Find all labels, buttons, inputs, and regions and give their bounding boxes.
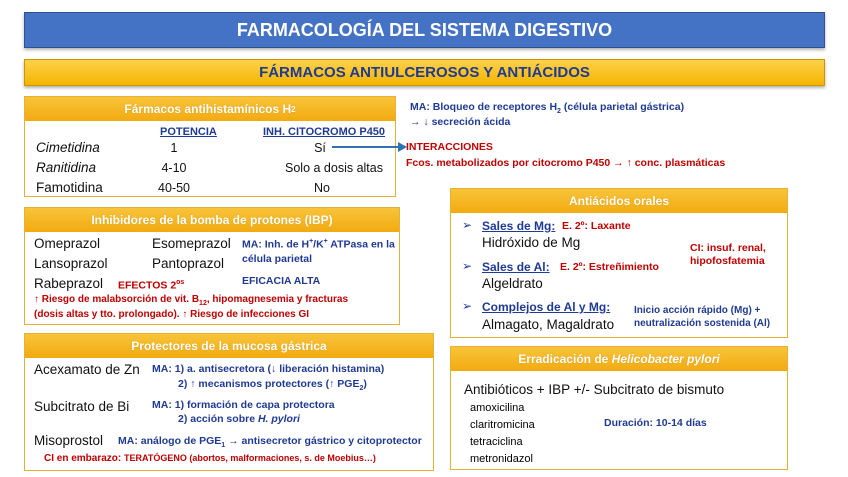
h2-header: Fármacos antihistamínicos H 2 (25, 97, 395, 121)
potencia-famotidina: 40-50 (158, 181, 190, 195)
page-title: FARMACOLOGÍA DEL SISTEMA DIGESTIVO (24, 12, 825, 48)
drug-claritromicina: claritromicina (470, 419, 535, 431)
h2-mechanism: MA: Bloqueo de receptores $H_2$ (célula parietal gástrica) (410, 101, 685, 116)
inh-famotidina: No (314, 181, 330, 195)
drug-rabeprazol: Rabeprazol (34, 276, 104, 291)
drug-almagato-magaldrato: Almagato, Magaldrato (482, 317, 615, 332)
interacciones-text: Fcos. metabolizados por citocromo P450 → ↑ conc. plasmáticas (406, 157, 726, 169)
erradicacion-header: Erradicación de Helicobacter pylori (451, 347, 787, 371)
drug-pantoprazol: Pantoprazol (152, 256, 225, 271)
subcitrato-ma-2: 2) acción sobre H. pylori (178, 413, 300, 425)
inh-cimetidina: Sí (314, 141, 326, 155)
sales-mg-effect: E. 2º: Laxante (562, 220, 631, 232)
drug-lansoprazol: Lansoprazol (34, 256, 108, 271)
bullet-arrow-icon: ➢ (462, 299, 473, 313)
subcitrato-ma-1: MA: 1) formación de capa protectora (152, 399, 335, 411)
bullet-arrow-icon: ➢ (462, 218, 473, 232)
ibp-mechanism: MA: Inh. de H+/K+ ATPasa en la (242, 238, 395, 251)
ibp-efficacy: EFICACIA ALTA (242, 275, 321, 287)
drug-famotidina: Famotidina (36, 180, 103, 195)
misoprostol-ci: CI en embarazo: TERATÓGENO (abortos, malformaciones, s. de Moebius…) (44, 453, 376, 464)
drug-algeldrato: Algeldrato (482, 276, 543, 291)
drug-hidroxido-mg: Hidróxido de Mg (482, 235, 581, 250)
drug-tetraciclina: tetraciclina (470, 436, 523, 448)
ibp-header: Inhibidores de la bomba de protones (IBP) (25, 208, 399, 232)
ibp-side-effect-2: (dosis altas y tto. prolongado). ↑ Riesgo de infecciones GI (34, 309, 310, 320)
potencia-cimetidina: 1 (170, 141, 178, 155)
drug-omeprazol: Omeprazol (34, 236, 101, 251)
erradicacion-main: Antibióticos + IBP +/- Subcitrato de bismuto (464, 382, 725, 397)
drug-subcitrato-bi: Subcitrato de Bi (34, 399, 130, 414)
col-header-potencia: POTENCIA (160, 126, 217, 138)
col-header-inh-p450: INH. CITOCROMO P450 (263, 126, 386, 138)
arrow-right-icon (332, 141, 408, 153)
drug-acexamato: Acexamato de Zn (34, 362, 140, 377)
section-subtitle: FÁRMACOS ANTIULCEROSOS Y ANTIÁCIDOS (24, 59, 825, 86)
sales-mg-label: Sales de Mg: (482, 219, 556, 233)
misoprostol-ma: MA: análogo de $PGE_1$ → antisecretor gástrico y citoprotector (118, 435, 422, 450)
drug-amoxicilina: amoxicilina (470, 402, 525, 414)
bullet-arrow-icon: ➢ (462, 259, 473, 273)
ibp-side-effects-label: EFECTOS $2^{os}$ (118, 279, 185, 292)
ibp-mechanism-line2: célula parietal (242, 253, 313, 265)
antiacidos-header: Antiácidos orales (451, 189, 787, 213)
drug-misoprostol: Misoprostol (34, 433, 104, 448)
complejos-label: Complejos de Al y Mg: (482, 300, 611, 314)
drug-metronidazol: metronidazol (470, 453, 533, 465)
acexamato-ma-1: MA: 1) a. antisecretora (↓ liberación histamina) (152, 363, 385, 375)
acexamato-ma-2: 2) ↑ mecanismos protectores (↑ $PGE_2$) (178, 378, 367, 393)
interacciones-label: INTERACCIONES (406, 141, 493, 153)
inh-ranitidina: Solo a dosis altas (285, 161, 383, 175)
drug-esomeprazol: Esomeprazol (152, 236, 231, 251)
drug-ranitidina: Ranitidina (36, 160, 97, 175)
complejos-inicio: Inicio acción rápido (Mg) + neutralización sostenida (Al) (634, 305, 771, 329)
drug-cimetidina: Cimetidina (36, 140, 100, 155)
sales-al-effect: E. 2º: Estreñimiento (560, 261, 659, 273)
ibp-side-effect-1: ↑ Riesgo de malabsorción de vit. $B_{12}$, hipomagnesemia y fracturas (34, 294, 349, 307)
potencia-ranitidina: 4-10 (161, 161, 187, 175)
erradicacion-duracion: Duración: 10-14 días (604, 417, 707, 429)
sales-al-label: Sales de Al: (482, 260, 550, 274)
h2-mechanism-effect: → ↓ secreción ácida (410, 116, 511, 128)
protectores-header: Protectores de la mucosa gástrica (25, 334, 433, 358)
antiacidos-ci: CI: insuf. renal, hipofosfatemia (690, 242, 766, 267)
